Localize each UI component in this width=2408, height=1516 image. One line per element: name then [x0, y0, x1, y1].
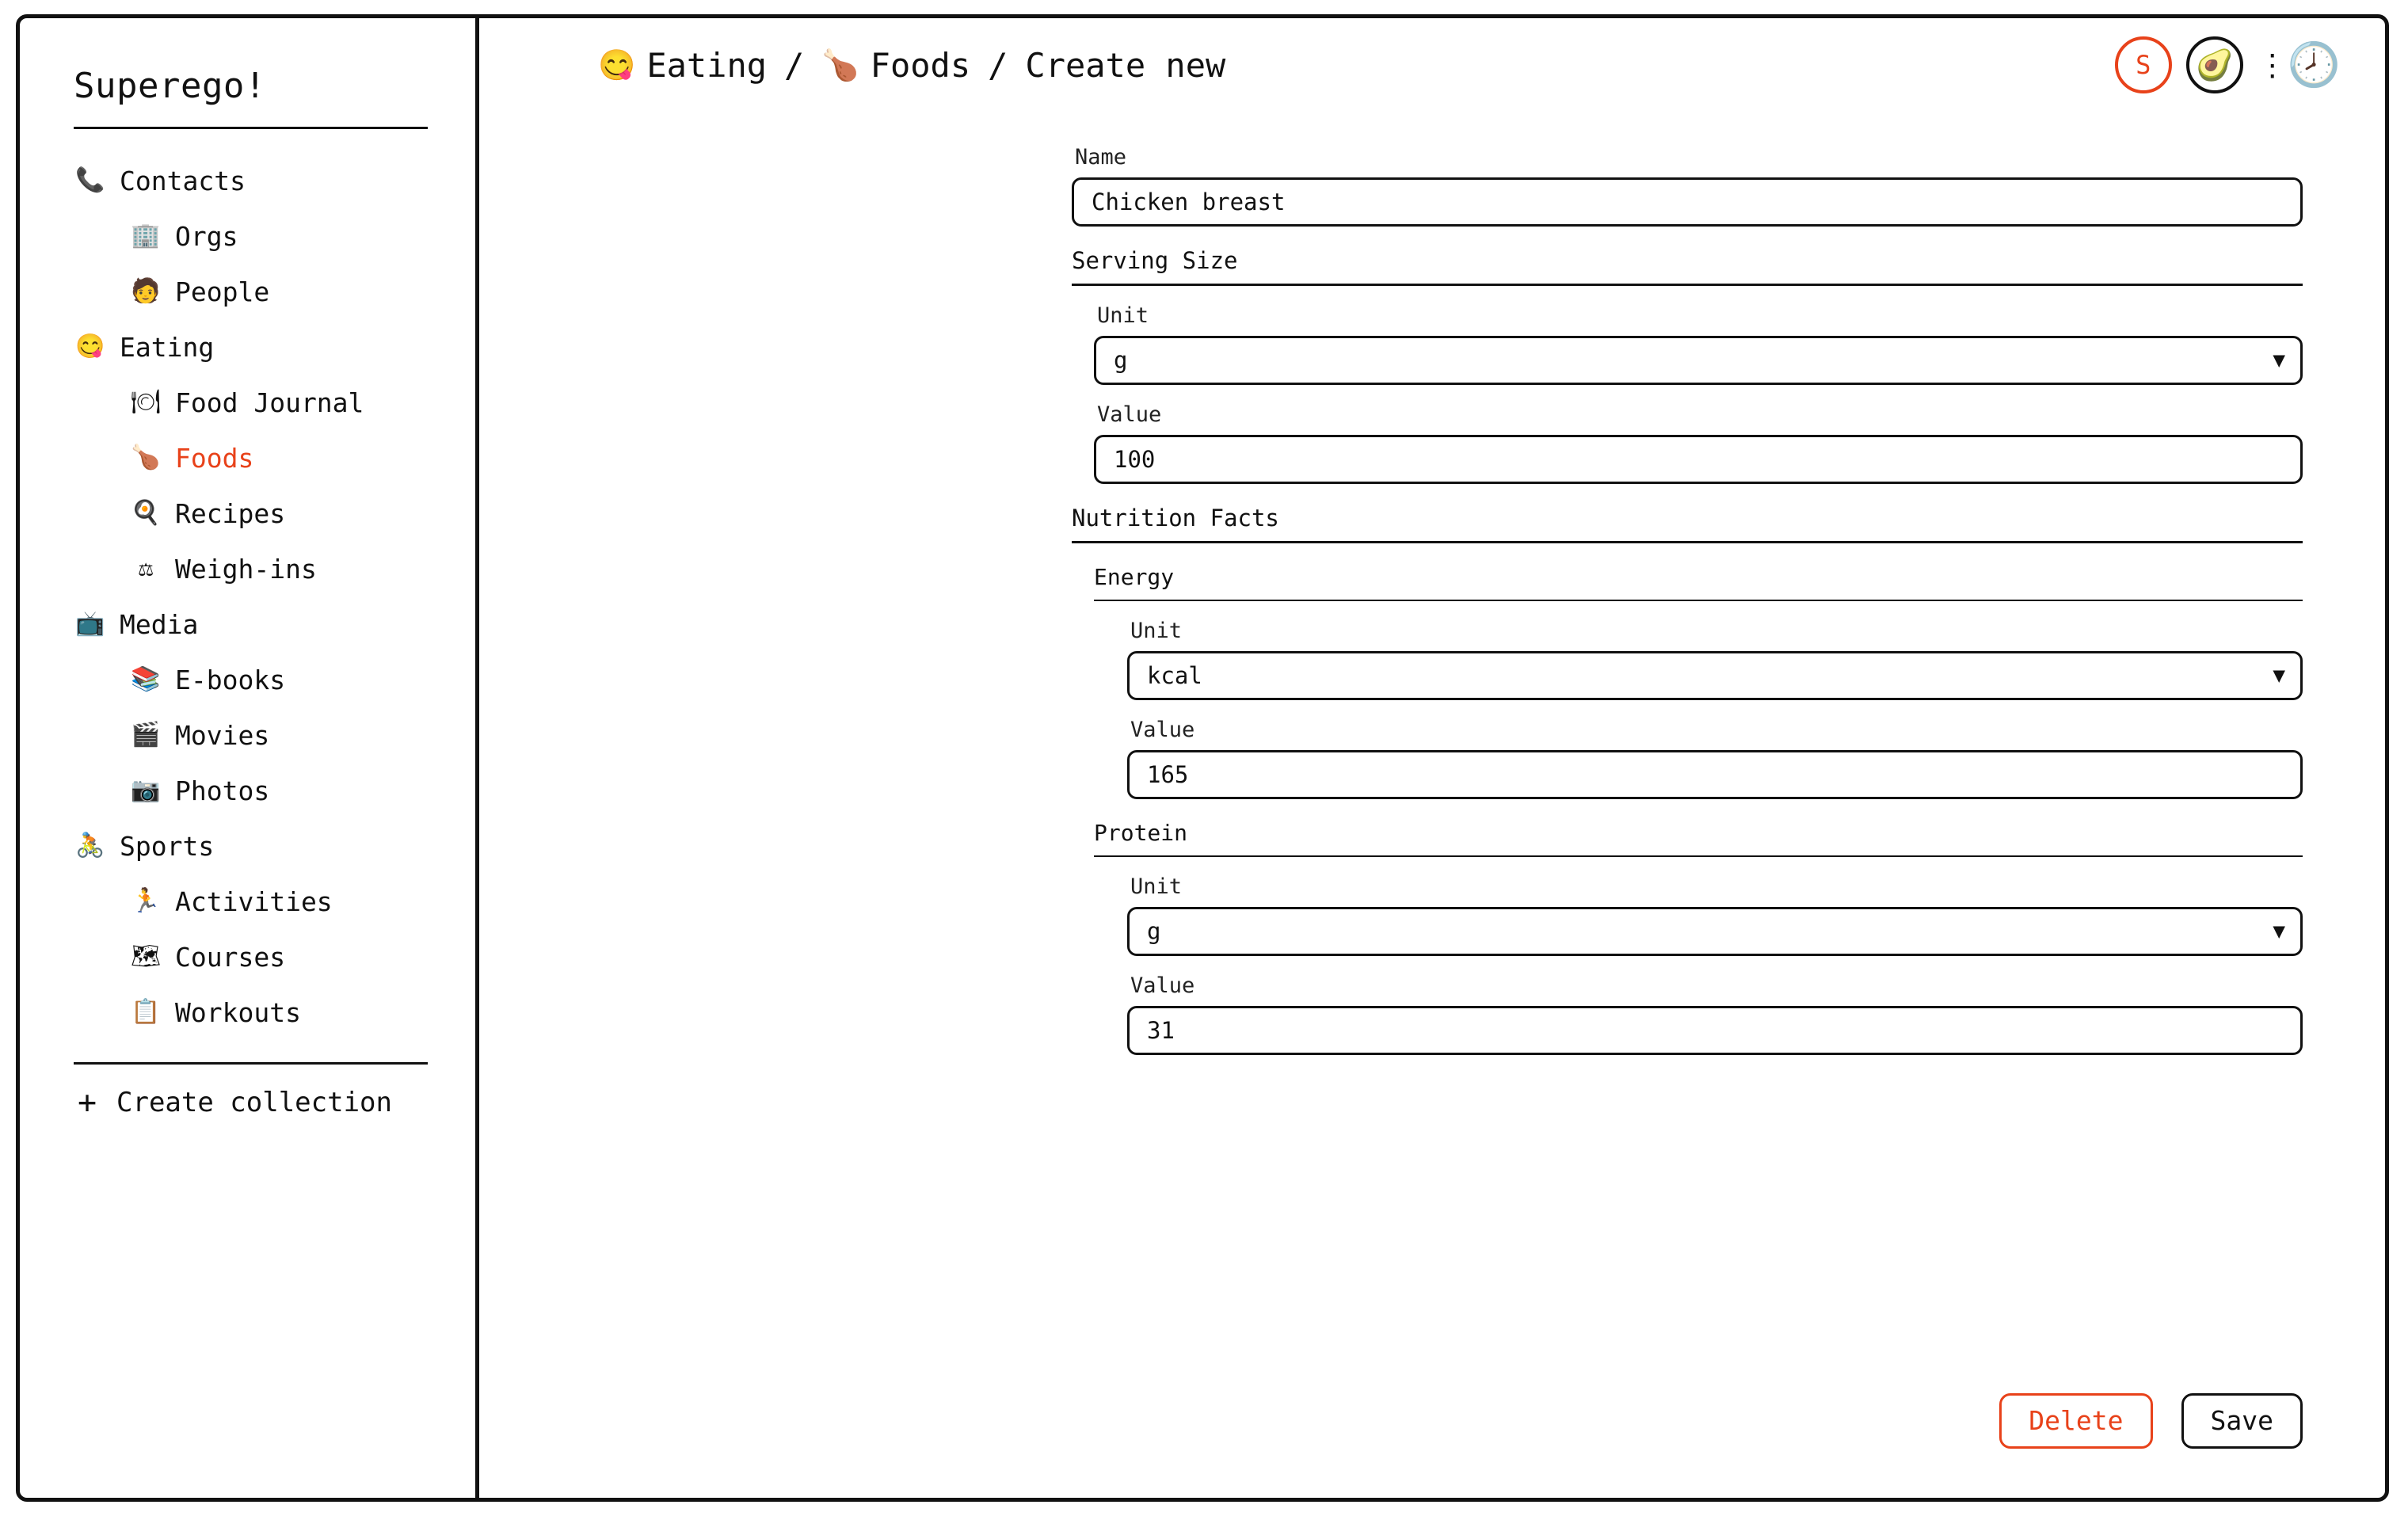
- protein-value-input[interactable]: [1127, 1006, 2303, 1055]
- poultry-leg-icon: 🍗: [821, 48, 859, 82]
- protein-unit-select[interactable]: [1127, 907, 2303, 956]
- energy-unit-select[interactable]: [1127, 651, 2303, 700]
- main-content: [479, 18, 2385, 1498]
- chevron-down-icon: ▼: [2273, 349, 2285, 372]
- plate-cutlery-icon: 🍽: [131, 388, 162, 416]
- sidebar-nav: [20, 153, 475, 1040]
- breadcrumb-item-foods[interactable]: Foods: [870, 45, 971, 85]
- more-options-icon[interactable]: ⋮: [2257, 48, 2288, 82]
- sidebar-item-label: E-books: [175, 664, 286, 695]
- sidebar: [20, 18, 479, 1498]
- form-actions: [1999, 1393, 2303, 1449]
- sidebar-item-activities[interactable]: [20, 874, 475, 929]
- create-collection-label: Create collection: [116, 1087, 392, 1118]
- protein-value-label: Value: [1130, 973, 1195, 998]
- plus-icon: +: [77, 1084, 97, 1121]
- breadcrumb-separator: /: [784, 45, 805, 85]
- sidebar-item-label: Workouts: [175, 996, 301, 1028]
- sidebar-item-weigh-ins[interactable]: [20, 541, 475, 596]
- protein-unit-label: Unit: [1130, 874, 1183, 899]
- breadcrumb-item-eating[interactable]: Eating: [646, 45, 768, 85]
- energy-unit-label: Unit: [1130, 619, 1183, 643]
- sidebar-item-label: Photos: [175, 775, 270, 806]
- create-collection-button[interactable]: [20, 1084, 475, 1121]
- sidebar-item-photos[interactable]: [20, 763, 475, 818]
- top-bar: [479, 18, 2385, 112]
- app-window: [16, 14, 2389, 1502]
- name-input[interactable]: [1072, 177, 2303, 227]
- runner-icon: 🏃: [131, 887, 161, 915]
- user-initial-avatar[interactable]: S: [2115, 36, 2172, 93]
- chevron-down-icon: ▼: [2273, 664, 2285, 688]
- protein-heading: Protein: [1094, 820, 2303, 857]
- delete-button[interactable]: Delete: [1999, 1393, 2152, 1449]
- phone-icon: 📞: [75, 166, 105, 194]
- sidebar-item-media[interactable]: [20, 596, 475, 652]
- sidebar-item-movies[interactable]: [20, 707, 475, 763]
- sidebar-item-people[interactable]: [20, 264, 475, 319]
- serving-unit-label: Unit: [1097, 303, 1149, 328]
- sidebar-item-label: Courses: [175, 941, 286, 973]
- avatar[interactable]: 🥑: [2186, 36, 2243, 93]
- sidebar-item-label: Orgs: [175, 220, 238, 252]
- clapper-board-icon: 🎬: [131, 721, 161, 748]
- office-building-icon: 🏢: [131, 222, 161, 249]
- scale-icon: ⚖: [138, 554, 154, 582]
- sidebar-item-contacts[interactable]: [20, 153, 475, 208]
- cooking-pan-icon: 🍳: [131, 499, 161, 527]
- map-icon: 🗺: [131, 943, 162, 970]
- nutrition-facts-heading: Nutrition Facts: [1072, 505, 2303, 543]
- sidebar-item-orgs[interactable]: [20, 208, 475, 264]
- person-icon: 🧑: [131, 277, 161, 305]
- history-icon[interactable]: 🕗: [2287, 40, 2341, 90]
- sidebar-item-e-books[interactable]: [20, 652, 475, 707]
- serving-unit-value[interactable]: g: [1094, 336, 2303, 385]
- sidebar-item-label: Contacts: [120, 165, 246, 196]
- sidebar-item-label: Recipes: [175, 497, 286, 529]
- sidebar-item-label: Weigh-ins: [175, 553, 317, 585]
- serving-unit-select[interactable]: [1094, 336, 2303, 385]
- food-form: [479, 112, 2385, 1055]
- breadcrumb-separator: /: [988, 45, 1008, 85]
- serving-size-heading: Serving Size: [1072, 247, 2303, 286]
- sidebar-item-label: Eating: [120, 331, 215, 363]
- sidebar-item-recipes[interactable]: [20, 486, 475, 541]
- sidebar-item-label: Foods: [175, 442, 254, 474]
- sidebar-item-label: Movies: [175, 719, 270, 751]
- poultry-leg-icon: 🍗: [131, 444, 161, 471]
- sidebar-item-workouts[interactable]: [20, 985, 475, 1040]
- yum-face-icon: 😋: [75, 333, 105, 360]
- books-icon: 📚: [131, 665, 161, 693]
- sidebar-item-eating[interactable]: [20, 319, 475, 375]
- sidebar-divider-bottom: [74, 1062, 428, 1065]
- energy-value-label: Value: [1130, 718, 1195, 742]
- save-button[interactable]: Save: [2181, 1393, 2303, 1449]
- sidebar-item-food-journal[interactable]: [20, 375, 475, 430]
- cyclist-icon: 🚴: [75, 832, 105, 859]
- breadcrumb: [598, 46, 1225, 85]
- sidebar-item-label: People: [175, 276, 270, 307]
- sidebar-item-label: Media: [120, 608, 199, 640]
- yum-face-icon: 😋: [598, 48, 636, 82]
- energy-heading: Energy: [1094, 564, 2303, 601]
- sidebar-item-sports[interactable]: [20, 818, 475, 874]
- energy-value-input[interactable]: [1127, 750, 2303, 799]
- top-bar-actions: [2115, 36, 2341, 93]
- serving-value-input[interactable]: [1094, 435, 2303, 484]
- app-brand: Superego!: [74, 66, 266, 106]
- sidebar-item-courses[interactable]: [20, 929, 475, 985]
- sidebar-item-foods[interactable]: [20, 430, 475, 486]
- protein-unit-value[interactable]: g: [1127, 907, 2303, 956]
- name-label: Name: [1075, 145, 1127, 170]
- camera-icon: 📷: [131, 776, 161, 804]
- chevron-down-icon: ▼: [2273, 920, 2285, 943]
- breadcrumb-item-create-new: Create new: [1025, 45, 1226, 85]
- sidebar-item-label: Activities: [175, 886, 333, 917]
- sidebar-divider-top: [74, 127, 428, 129]
- clipboard-icon: 📋: [131, 998, 161, 1026]
- energy-unit-value[interactable]: kcal: [1127, 651, 2303, 700]
- sidebar-item-label: Food Journal: [175, 387, 364, 418]
- television-icon: 📺: [75, 610, 105, 638]
- serving-value-label: Value: [1097, 402, 1162, 427]
- sidebar-item-label: Sports: [120, 830, 215, 862]
